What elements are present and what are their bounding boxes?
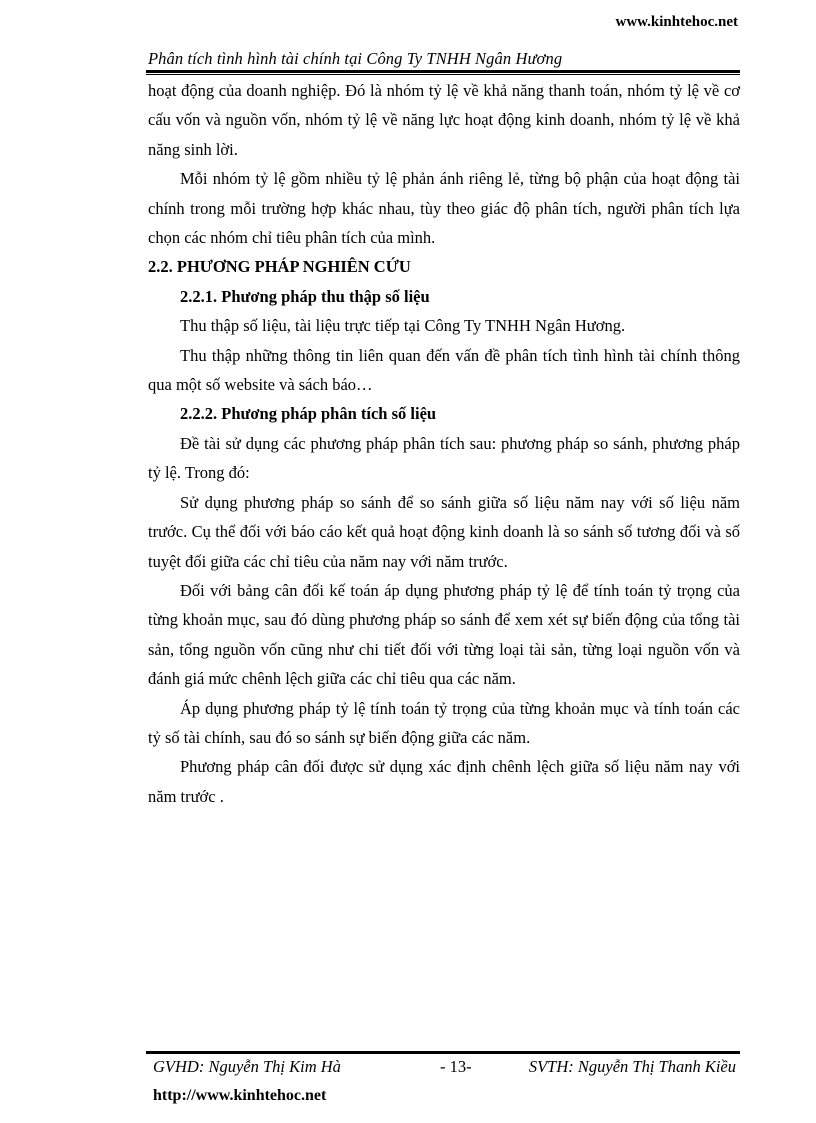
page-body — [148, 76, 740, 811]
paragraph: Thu thập những thông tin liên quan đến vấn đề phân tích tình hình tài chính thông qua một số website và sách báo… — [148, 345, 740, 395]
footer-instructor: GVHD: Nguyễn Thị Kim Hà — [153, 1057, 341, 1076]
subsection-heading-2-2-1: 2.2.1. Phương pháp thu thập số liệu — [180, 286, 430, 306]
section-heading-2-2: 2.2. PHƯƠNG PHÁP NGHIÊN CỨU — [148, 257, 411, 277]
header-divider — [146, 70, 740, 73]
subsection-heading-2-2-2: 2.2.2. Phương pháp phân tích số liệu — [180, 404, 437, 424]
page-number: - 13- — [440, 1057, 472, 1076]
running-header-title: Phân tích tình hình tài chính tại Công Ty TNHH Ngân Hương — [148, 49, 563, 68]
paragraph: Đối với bảng cân đối kế toán áp dụng phương pháp tỷ lệ để tính toán tỷ trọng của từng khoản mục, sau đó dùng phương pháp so sánh để xem xét sự biến động của tổng tài sản, tổng nguồn vốn cũng như chi tiết đối với từng loại tài sản, từng loại nguồn vốn và đánh giá mức chênh lệch giữa các chỉ tiêu qua các năm. — [148, 580, 740, 689]
paragraph: Phương pháp cân đối được sử dụng xác định chênh lệch giữa số liệu năm nay với năm trước . — [148, 757, 740, 806]
paragraph: Áp dụng phương pháp tỷ lệ tính toán tỷ trọng của từng khoản mục và tính toán các tỷ số tài chính, sau đó so sánh sự biến động giữa các năm. — [148, 698, 740, 747]
footer-divider — [146, 1051, 740, 1054]
paragraph: Thu thập số liệu, tài liệu trực tiếp tại Công Ty TNHH Ngân Hương. — [180, 316, 626, 336]
paragraph: Sử dụng phương pháp so sánh để so sánh giữa số liệu năm nay với số liệu năm trước. Cụ thể đối với báo cáo kết quả hoạt động kinh doanh là so sánh số tương đối và số tuyệt đối giữa các chỉ tiêu của năm nay với năm trước. — [148, 492, 740, 571]
header-divider-thin — [146, 74, 740, 75]
site-url-top: www.kinhtehoc.net — [615, 14, 738, 30]
paragraph: Mỗi nhóm tỷ lệ gồm nhiều tỷ lệ phản ánh riêng lẻ, từng bộ phận của hoạt động tài chính trong mỗi trường hợp khác nhau, tùy theo giác độ phân tích, người phân tích lựa chọn các nhóm chỉ tiêu phân tích của mình. — [148, 169, 740, 248]
footer-student: SVTH: Nguyễn Thị Thanh Kiều — [528, 1057, 736, 1076]
site-url-bottom: http://www.kinhtehoc.net — [153, 1087, 327, 1104]
paragraph: Đề tài sử dụng các phương pháp phân tích sau: phương pháp so sánh, phương pháp tỷ lệ. Trong đó: — [148, 433, 740, 483]
paragraph: hoạt động của doanh nghiệp. Đó là nhóm tỷ lệ về khả năng thanh toán, nhóm tỷ lệ về cơ cấu vốn và nguồn vốn, nhóm tỷ lệ về năng lực hoạt động kinh doanh, nhóm tỷ lệ về khả năng sinh lời. — [148, 81, 740, 159]
